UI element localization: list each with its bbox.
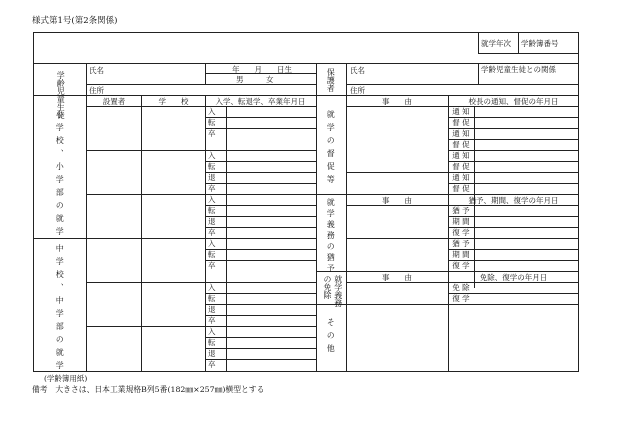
event-mark: 転	[208, 338, 216, 347]
founder-header: 設置者	[102, 97, 126, 106]
elementary-label: 小学校、小学部の就学	[55, 110, 65, 240]
register-paper-label: (学齢簿用紙)	[44, 374, 88, 383]
guardian-label: 保護者	[326, 68, 336, 92]
events-header: 入学、転退学、卒業年月日	[215, 97, 306, 106]
exemption-label: 就学義務 の免除	[323, 275, 343, 307]
form-title: 様式第1号(第2条関係)	[32, 16, 118, 26]
grade-year-label: 就学年次	[481, 39, 511, 48]
event-mark: 転	[208, 206, 216, 215]
action-mark: 復 学	[452, 294, 470, 303]
event-mark: 入	[208, 107, 216, 116]
action-mark: 督 促	[452, 184, 470, 193]
guardian-name-label: 氏名	[350, 66, 365, 75]
event-mark: 入	[208, 239, 216, 248]
action-mark: 期 間	[452, 217, 470, 226]
action-mark: 督 促	[452, 118, 470, 127]
event-mark: 転	[208, 118, 216, 127]
action-mark: 期 間	[452, 250, 470, 259]
event-mark: 転	[208, 250, 216, 259]
event-mark: 退	[208, 173, 216, 182]
child-name-label: 氏名	[89, 66, 104, 75]
action-mark: 猶 予	[452, 206, 470, 215]
junior-label: 中学校、中学部の就学	[55, 244, 65, 374]
event-mark: 入	[208, 327, 216, 336]
action-mark: 復 学	[452, 228, 470, 237]
guardian-relation-label: 学齢児童生徒との関係	[481, 65, 556, 74]
event-mark: 転	[208, 294, 216, 303]
event-mark: 退	[208, 217, 216, 226]
action-mark: 督 促	[452, 140, 470, 149]
event-mark: 卒	[208, 228, 216, 237]
action-mark: 復 学	[452, 261, 470, 270]
action-mark: 通 知	[452, 107, 470, 116]
event-mark: 入	[208, 151, 216, 160]
event-mark: 入	[208, 195, 216, 204]
action-mark: 通 知	[452, 151, 470, 160]
event-mark: 卒	[208, 261, 216, 270]
postponement-date-header: 猶予、期間、復学の年月日	[468, 196, 559, 205]
postponement-reason-header: 事 由	[382, 196, 412, 205]
event-mark: 入	[208, 283, 216, 292]
event-mark: 卒	[208, 129, 216, 138]
action-mark: 猶 予	[452, 239, 470, 248]
sex: 男 女	[236, 75, 274, 84]
action-mark: 通 知	[452, 173, 470, 182]
child-label: 学齢児童生徒	[56, 71, 66, 119]
event-mark: 卒	[208, 360, 216, 369]
event-mark: 卒	[208, 184, 216, 193]
event-mark: 退	[208, 305, 216, 314]
guardian-address-label: 住所	[350, 86, 365, 95]
other-label: その他	[326, 318, 336, 357]
school-header: 学 校	[158, 97, 189, 106]
action-mark: 免 除	[452, 283, 470, 292]
exemption-reason-header: 事 由	[382, 273, 412, 282]
exemption-date-header: 免除、復学の年月日	[479, 273, 548, 282]
birth-date: 年 月 日生	[232, 65, 292, 74]
attendance-reason-header: 事 由	[382, 97, 412, 106]
postponement-label: 就学義務の猶予	[326, 198, 336, 275]
action-mark: 督 促	[452, 162, 470, 171]
note: 備考 大きさは、日本工業規格B列5番(182㎜×257㎜)横型とする	[32, 385, 265, 394]
event-mark: 転	[208, 162, 216, 171]
child-address-label: 住所	[89, 86, 104, 95]
event-mark: 卒	[208, 316, 216, 325]
attendance-date-header: 校長の通知、督促の年月日	[468, 97, 559, 106]
attendance-label: 就学の督促等	[326, 110, 336, 188]
register-number-label: 学齢簿番号	[521, 39, 559, 48]
action-mark: 通 知	[452, 129, 470, 138]
event-mark: 退	[208, 349, 216, 358]
